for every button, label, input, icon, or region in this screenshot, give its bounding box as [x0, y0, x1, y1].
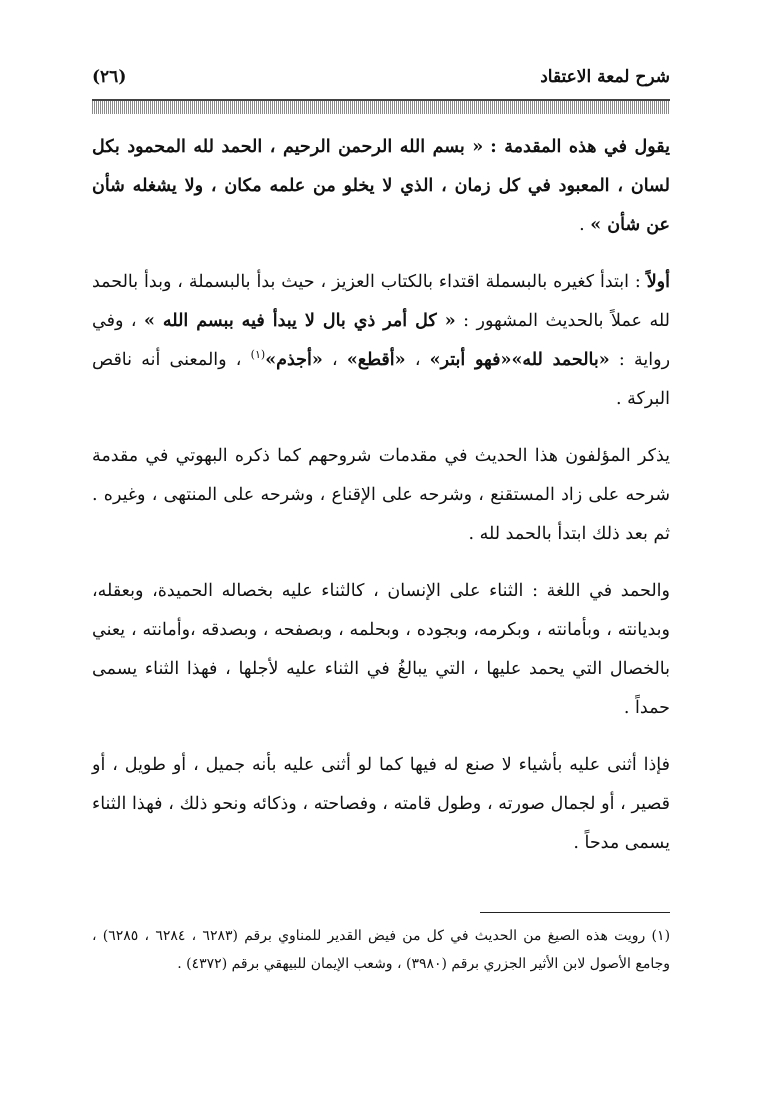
para2-variant-4: «أجذم» — [265, 350, 323, 370]
paragraph-2 — [92, 263, 670, 419]
para2-variant-3: «أقطع» — [346, 350, 406, 370]
para1-end: . — [579, 215, 591, 235]
para2-lead: أولاً — [646, 272, 670, 292]
page-number: (٢٦) — [92, 67, 127, 87]
footnote-ref: (١) — [250, 348, 266, 362]
page-header — [92, 60, 670, 94]
para1-quote: « بسم الله الرحمن الرحيم ، الحمد لله المحمود بكل لسان ، المعبود في كل زمان ، الذي لا يخلو من علمه مكان ، ولا يشغله شأن عن شأن » — [92, 137, 670, 235]
paragraph-4: والحمد في اللغة : الثناء على الإنسان ، كالثناء عليه بخصاله الحميدة، وبعقله، وبديانته ، وبأمانته ، وبكرمه، وبجوده ، وبحلمه ، وبصفحه ، وبصدقه ،وأمانته ، يعني بالخصال التي يحمد عليها ، التي يبالغُ في الثناء عليه لأجلها ، فهذا الثناء يسمى حمداً . — [92, 581, 670, 718]
main-text — [92, 128, 670, 881]
para2-variant-2: «فهو أبتر» — [429, 350, 512, 370]
para2-separator: ، — [405, 350, 430, 370]
para2-hadith: « كل أمر ذي بال لا يبدأ فيه ببسم الله » — [143, 311, 456, 331]
footnote-separator — [480, 912, 670, 913]
footnote: (١) رويت هذه الصيغ من الحديث في كل من فيض القدير للمناوي برقم (٦٢٨٣ ، ٦٢٨٤ ، ٦٢٨٥) ، وجامع الأصول لابن الأثير الجزري برقم (٣٩٨٠) ، وشعب الإيمان للبيهقي برقم (٤٣٧٢) . — [92, 928, 671, 972]
paragraph-1 — [92, 128, 670, 245]
book-title: شرح لمعة الاعتقاد — [540, 67, 670, 87]
paragraph-3: يذكر المؤلفون هذا الحديث في مقدمات شروحهم كما ذكره البهوتي في مقدمة شرحه على زاد المستقنع ، وشرحه على الإقناع ، وشرحه على المنتهى ، وغيره . ثم بعد ذلك ابتدأ بالحمد لله . — [92, 446, 670, 544]
para2-text-3: ، والمعنى أنه ناقص البركة . — [92, 350, 670, 409]
para2-text-2: ، وفي رواية : — [92, 311, 671, 370]
paragraph-5: فإذا أثنى عليه بأشياء لا صنع له فيها كما لو أثنى عليه بأنه جميل ، أو طويل ، أو قصير ، أو لجمال صورته ، وطول قامته ، وفصاحته ، وذكائه ونحو ذلك ، فهذا الثناء يسمى مدحاً . — [92, 755, 670, 853]
para2-text-1: : ابتدأ كغيره بالبسملة اقتداء بالكتاب العزيز ، حيث بدأ بالبسملة ، وبدأ بالحمد لله عملاً بالحديث المشهور : — [92, 272, 670, 331]
para2-separator-2: ، — [322, 350, 347, 370]
para1-lead: يقول في هذه المقدمة : — [490, 137, 670, 157]
para2-variant-1: «بالحمد لله» — [511, 350, 610, 370]
header-rule — [92, 99, 670, 114]
